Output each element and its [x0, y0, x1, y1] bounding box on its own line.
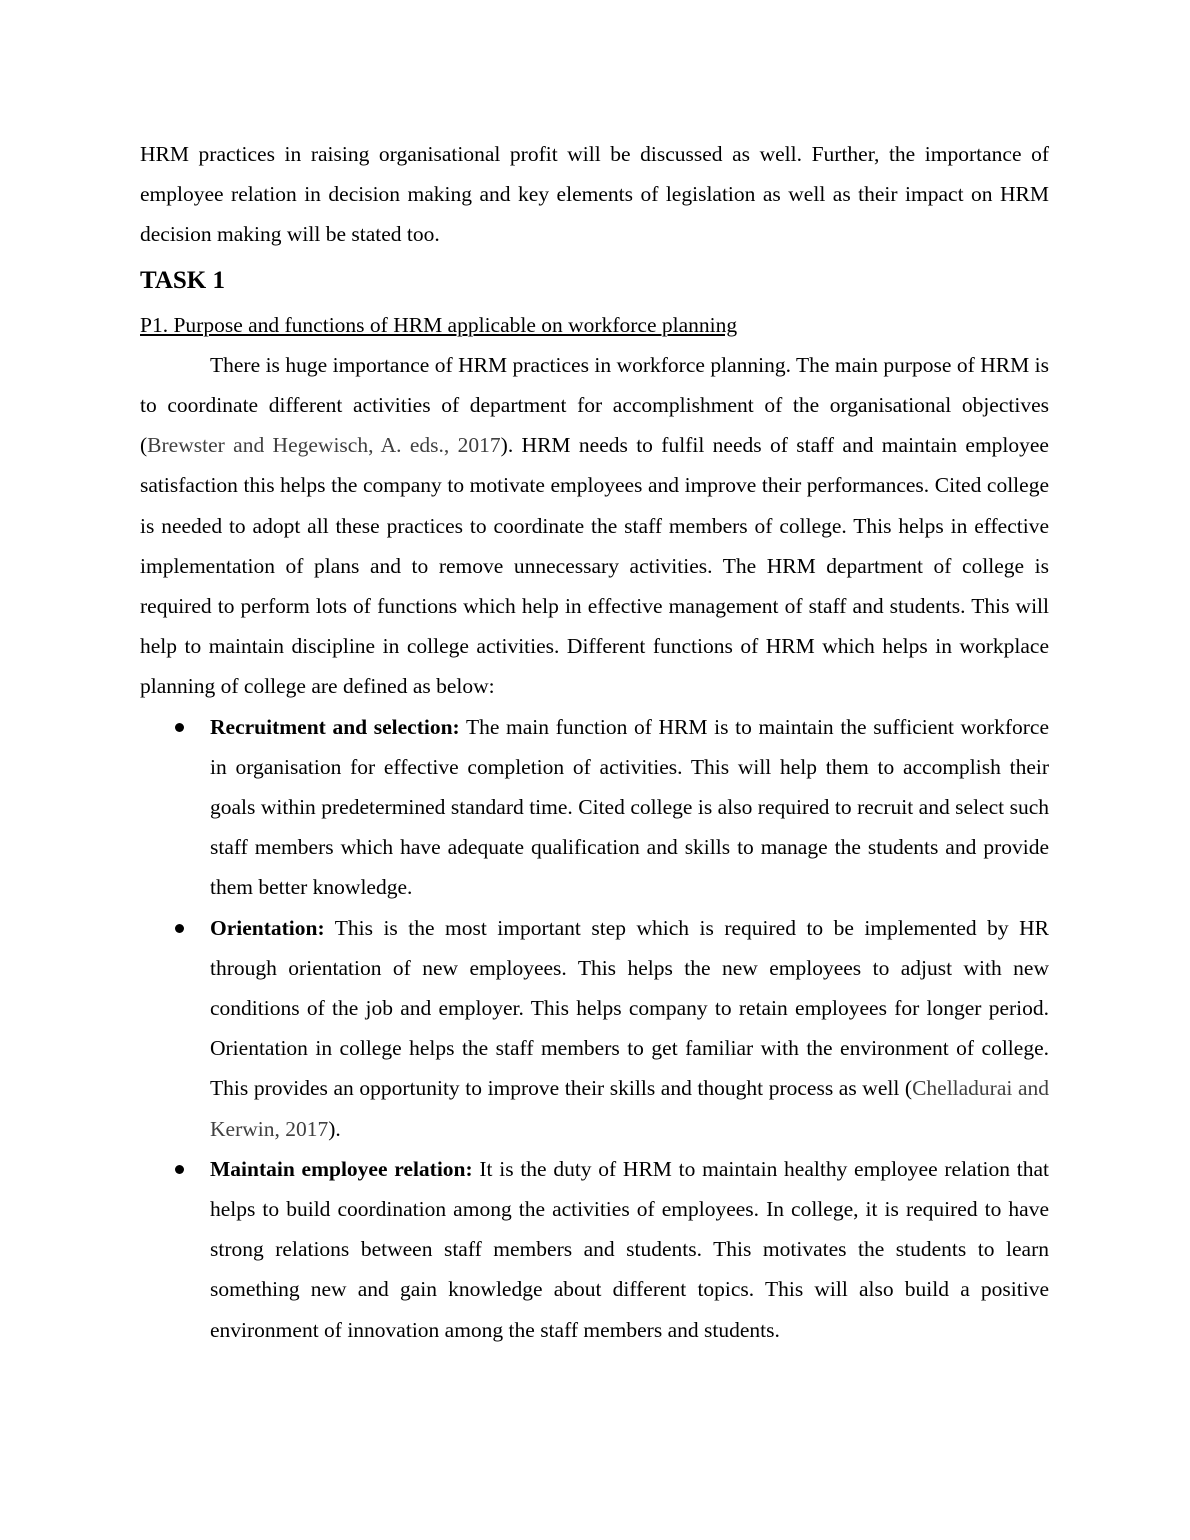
list-item-term: Maintain employee relation:: [210, 1156, 473, 1181]
functions-list: [140, 707, 1049, 1350]
citation: Chelladurai and Kerwin, 2017: [210, 1076, 1049, 1141]
body-paragraph: [140, 345, 1049, 707]
list-item-employee-relation: [140, 1149, 1049, 1350]
list-item-text: This is the most important step which is required to be implemented by HR through orientation of new employees. This helps the new employees to adjust with new conditions of the job and employer. This helps company to retain employees for longer period. Orientation in college helps the staff members to get familiar with the environment of college. This provides an opportunity to improve their skills and thought process as well (: [210, 915, 1049, 1101]
body-text-part2: ). HRM needs to fulfil needs of staff and maintain employee satisfaction this helps the company to motivate employees and improve their performances. Cited college is needed to adopt all these practices to coordinate the staff members of college. This helps in effective implementation of plans and to remove unnecessary activities. The HRM department of college is required to perform lots of functions which help in effective management of staff and students. This will help to maintain discipline in college activities. Different functions of HRM which helps in workplace planning of college are defined as below:: [140, 433, 1049, 699]
bullet-icon: [175, 924, 184, 933]
task-heading: TASK 1: [140, 266, 225, 294]
citation: Brewster and Hegewisch, A. eds., 2017: [147, 433, 501, 458]
intro-paragraph: HRM practices in raising organisational profit will be discussed as well. Further, the importance of employee relation in decision making and key elements of legislation as well as their impact on HRM decision making will be stated too.: [140, 142, 1049, 247]
list-item-text: The main function of HRM is to maintain the sufficient workforce in organisation for effective completion of activities. This will help them to accomplish their goals within predetermined standard time. Cited college is also required to recruit and select such staff members which have adequate qualification and skills to manage the students and provide them better knowledge.: [210, 714, 1050, 900]
section-subheading: P1. Purpose and functions of HRM applicable on workforce planning: [140, 312, 738, 337]
list-item-text: It is the duty of HRM to maintain healthy employee relation that helps to build coordination among the activities of employees. In college, it is required to have strong relations between staff members and students. This motivates the students to learn something new and gain knowledge about different topics. This will also build a positive environment of innovation among the staff members and students.: [210, 1156, 1050, 1342]
list-item-term: Orientation:: [210, 915, 325, 940]
body-text-part1: There is huge importance of HRM practices in workforce planning. The main purpose of HRM is to coordinate different activities of department for accomplishment of the organisational objectives (: [140, 352, 1049, 458]
bullet-icon: [175, 723, 184, 732]
list-item-text-after: ).: [328, 1116, 341, 1141]
list-item-recruitment: [140, 707, 1049, 908]
document-page: [140, 134, 1049, 1350]
bullet-icon: [175, 1165, 184, 1174]
list-item-orientation: [140, 908, 1049, 1149]
list-item-term: Recruitment and selection:: [210, 714, 460, 739]
